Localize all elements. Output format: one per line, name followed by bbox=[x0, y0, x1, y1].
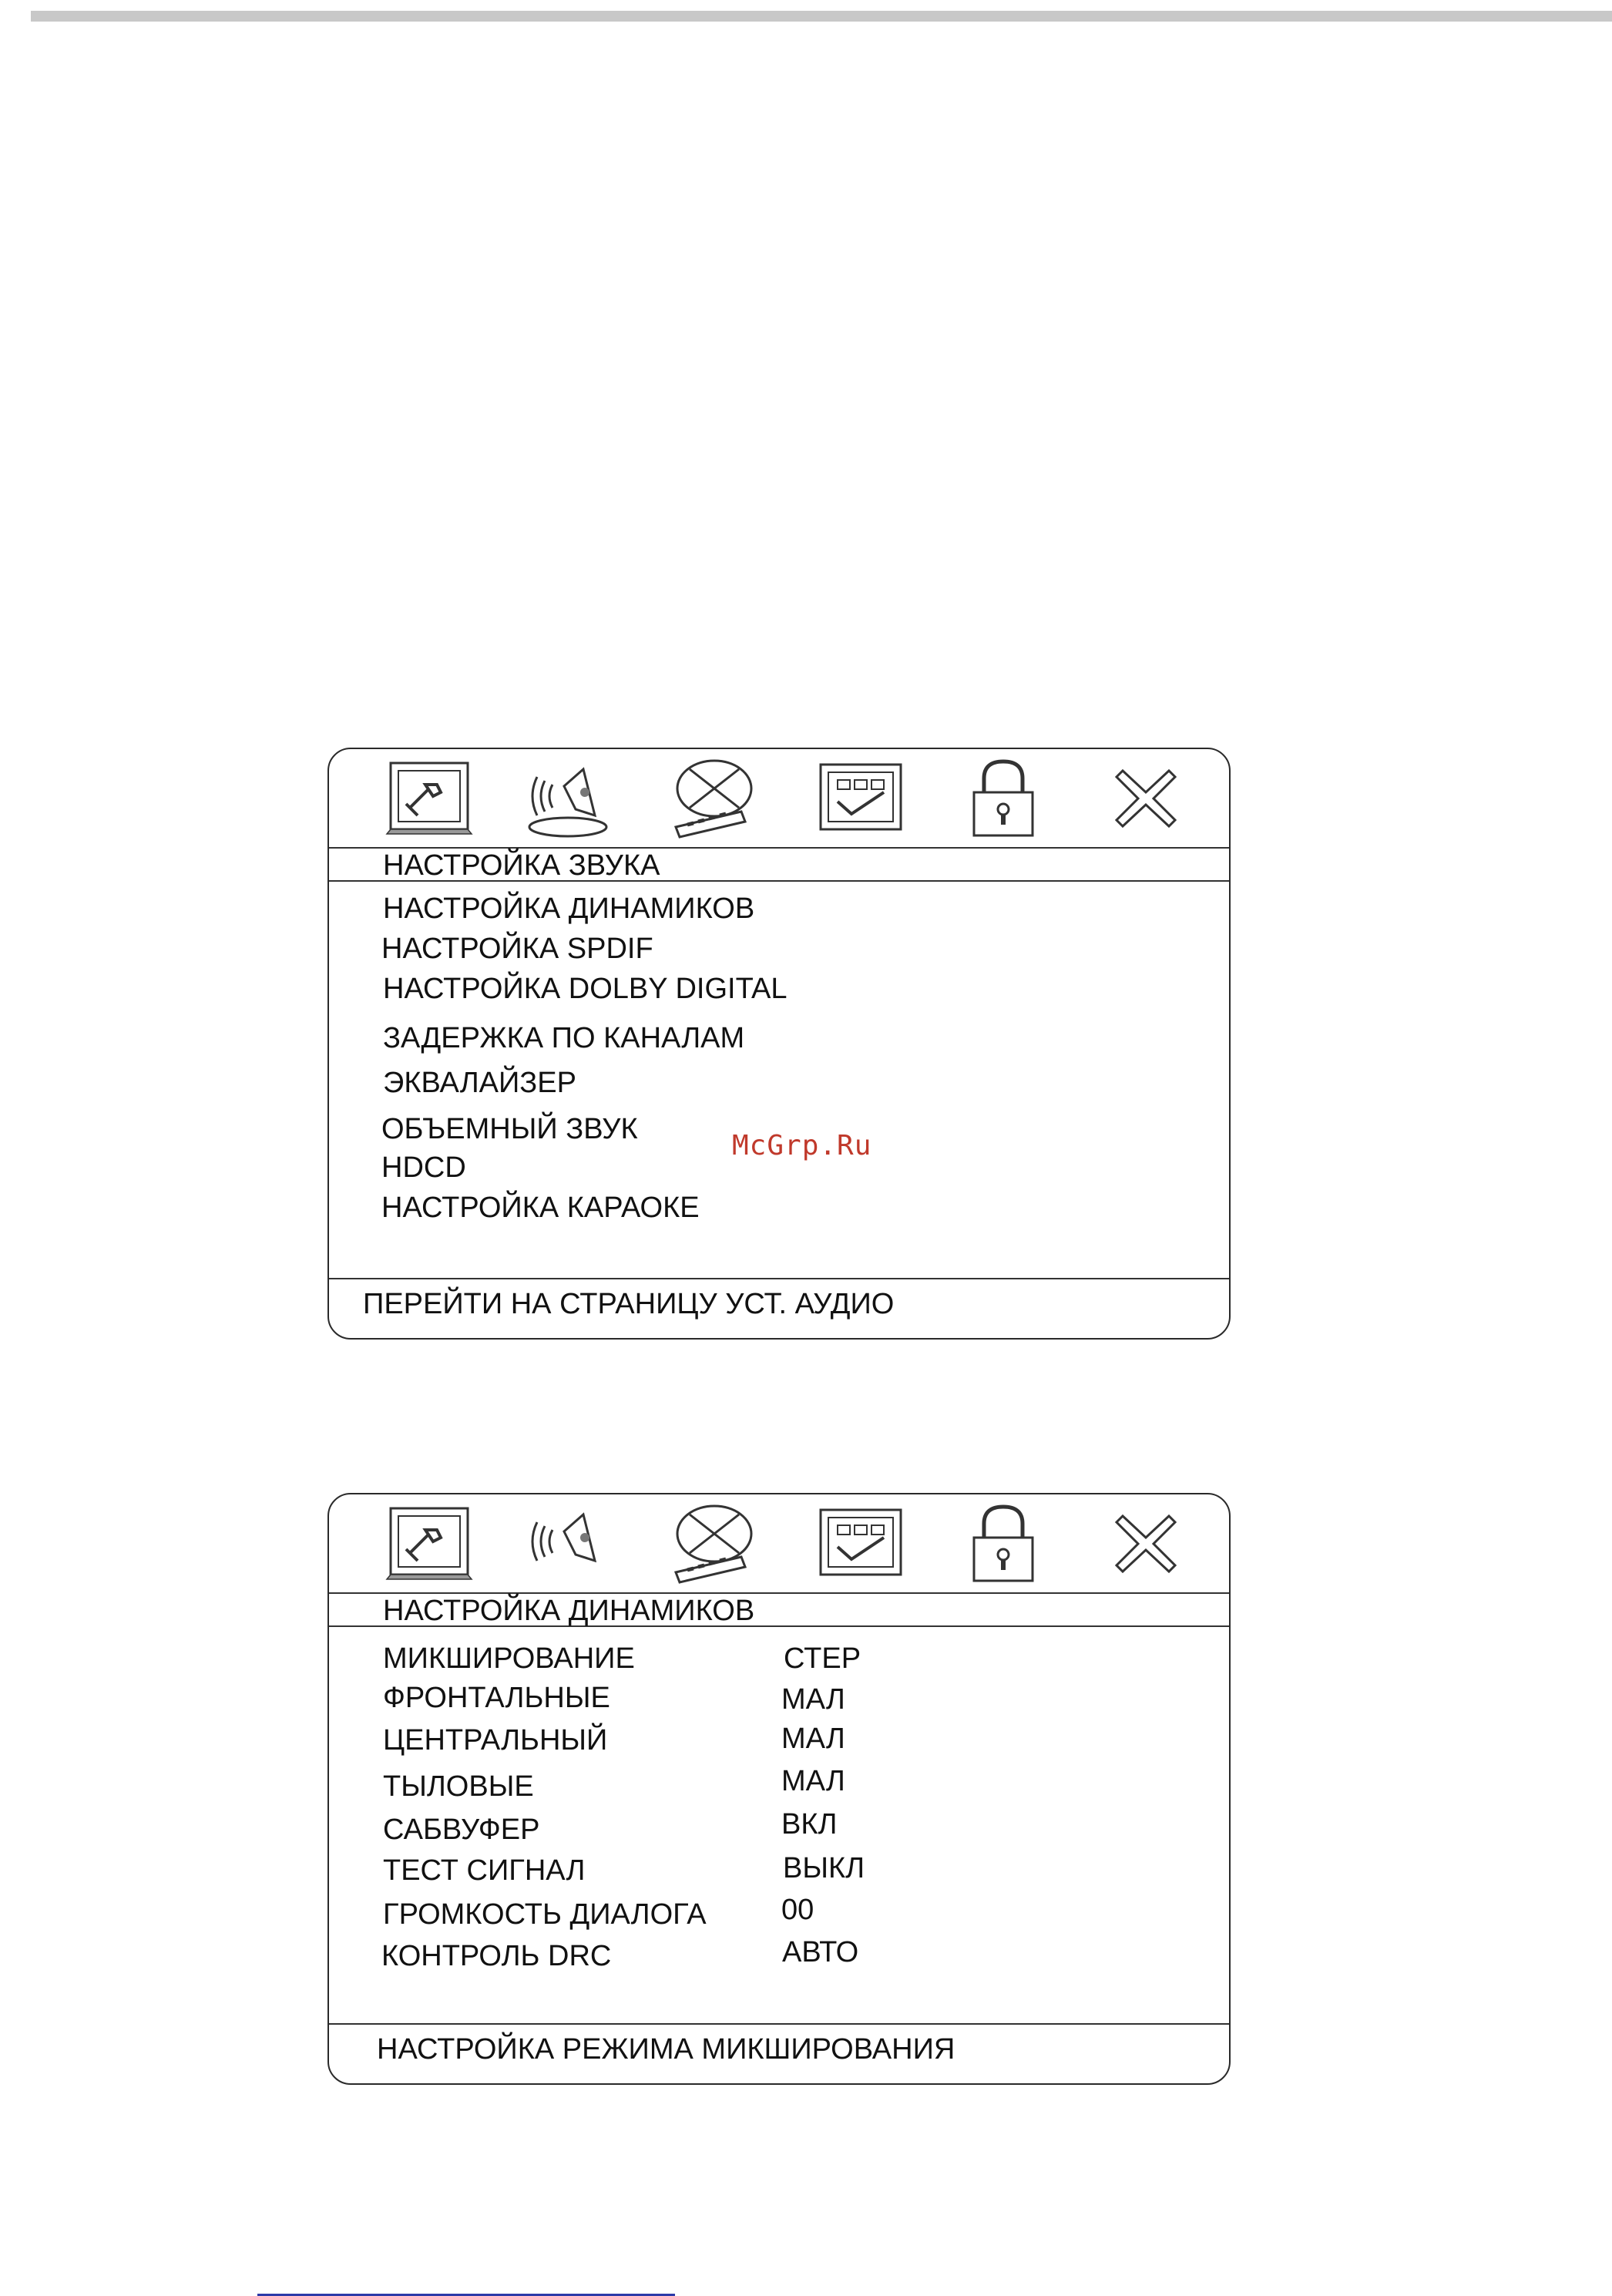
menu-footer-band bbox=[329, 1278, 1229, 1338]
picture-setup-icon[interactable] bbox=[383, 754, 475, 843]
video-disc-icon[interactable] bbox=[668, 1499, 761, 1588]
menu-item-surround[interactable]: ОБЪЕМНЫЙ ЗВУК bbox=[381, 1113, 638, 1145]
menu-item-equalizer[interactable]: ЭКВАЛАЙЗЕР bbox=[383, 1067, 576, 1099]
setting-label-downmix[interactable]: МИКШИРОВАНИЕ bbox=[383, 1642, 635, 1675]
exit-icon[interactable] bbox=[1100, 1499, 1192, 1588]
menu-icon-bar bbox=[329, 749, 1229, 849]
speaker-setup-panel bbox=[327, 1493, 1231, 2085]
video-disc-icon[interactable] bbox=[668, 754, 761, 843]
page-title: НАСТРОЙКА ЗВУКА bbox=[383, 849, 660, 882]
watermark: McGrp.Ru bbox=[732, 1130, 872, 1161]
menu-item-spdif[interactable]: НАСТРОЙКА SPDIF bbox=[381, 933, 653, 965]
footer-hint: НАСТРОЙКА РЕЖИМА МИКШИРОВАНИЯ bbox=[377, 2033, 955, 2066]
preference-icon[interactable] bbox=[814, 1499, 907, 1588]
menu-title-band bbox=[329, 847, 1229, 882]
setting-value-center[interactable]: МАЛ bbox=[781, 1723, 845, 1755]
picture-setup-icon[interactable] bbox=[383, 1499, 475, 1588]
setting-value-rear[interactable]: МАЛ bbox=[781, 1765, 845, 1797]
audio-setup-icon[interactable] bbox=[522, 754, 614, 843]
footer-hint: ПЕРЕЙТИ НА СТРАНИЦУ УСТ. АУДИО bbox=[363, 1288, 895, 1320]
password-lock-icon[interactable] bbox=[957, 1499, 1049, 1588]
menu-item-dolby-digital[interactable]: НАСТРОЙКА DOLBY DIGITAL bbox=[383, 973, 788, 1005]
audio-setup-icon[interactable] bbox=[522, 1499, 614, 1588]
menu-item-karaoke[interactable]: НАСТРОЙКА КАРАОКЕ bbox=[381, 1192, 700, 1224]
setting-value-subwoofer[interactable]: ВКЛ bbox=[781, 1808, 838, 1840]
setting-label-dialog-volume[interactable]: ГРОМКОСТЬ ДИАЛОГА bbox=[383, 1898, 707, 1931]
setting-value-downmix[interactable]: СТЕР bbox=[784, 1642, 861, 1675]
setting-value-front[interactable]: МАЛ bbox=[781, 1683, 845, 1716]
menu-item-channel-delay[interactable]: ЗАДЕРЖКА ПО КАНАЛАМ bbox=[383, 1022, 745, 1054]
setting-label-subwoofer[interactable]: САБВУФЕР bbox=[383, 1814, 540, 1846]
menu-title-band bbox=[329, 1592, 1229, 1627]
setting-label-center[interactable]: ЦЕНТРАЛЬНЫЙ bbox=[383, 1724, 608, 1756]
preference-icon[interactable] bbox=[814, 754, 907, 843]
page-title: НАСТРОЙКА ДИНАМИКОВ bbox=[383, 1595, 755, 1627]
menu-item-hdcd[interactable]: HDCD bbox=[381, 1151, 466, 1184]
menu-icon-bar bbox=[329, 1494, 1229, 1595]
setting-label-front[interactable]: ФРОНТАЛЬНЫЕ bbox=[383, 1682, 610, 1714]
setting-label-rear[interactable]: ТЫЛОВЫЕ bbox=[383, 1770, 534, 1803]
setting-label-test-tone[interactable]: ТЕСТ СИГНАЛ bbox=[383, 1854, 586, 1887]
menu-item-speaker-setup[interactable]: НАСТРОЙКА ДИНАМИКОВ bbox=[383, 893, 755, 925]
setting-label-drc[interactable]: КОНТРОЛЬ DRC bbox=[381, 1940, 612, 1972]
top-rule bbox=[31, 11, 1612, 22]
exit-icon[interactable] bbox=[1100, 754, 1192, 843]
setting-value-drc[interactable]: АВТО bbox=[782, 1936, 859, 1968]
setting-value-test-tone[interactable]: ВЫКЛ bbox=[783, 1852, 865, 1884]
setting-value-dialog-volume[interactable]: 00 bbox=[781, 1894, 814, 1926]
audio-setup-panel bbox=[327, 748, 1231, 1340]
menu-footer-band bbox=[329, 2023, 1229, 2083]
password-lock-icon[interactable] bbox=[957, 754, 1049, 843]
